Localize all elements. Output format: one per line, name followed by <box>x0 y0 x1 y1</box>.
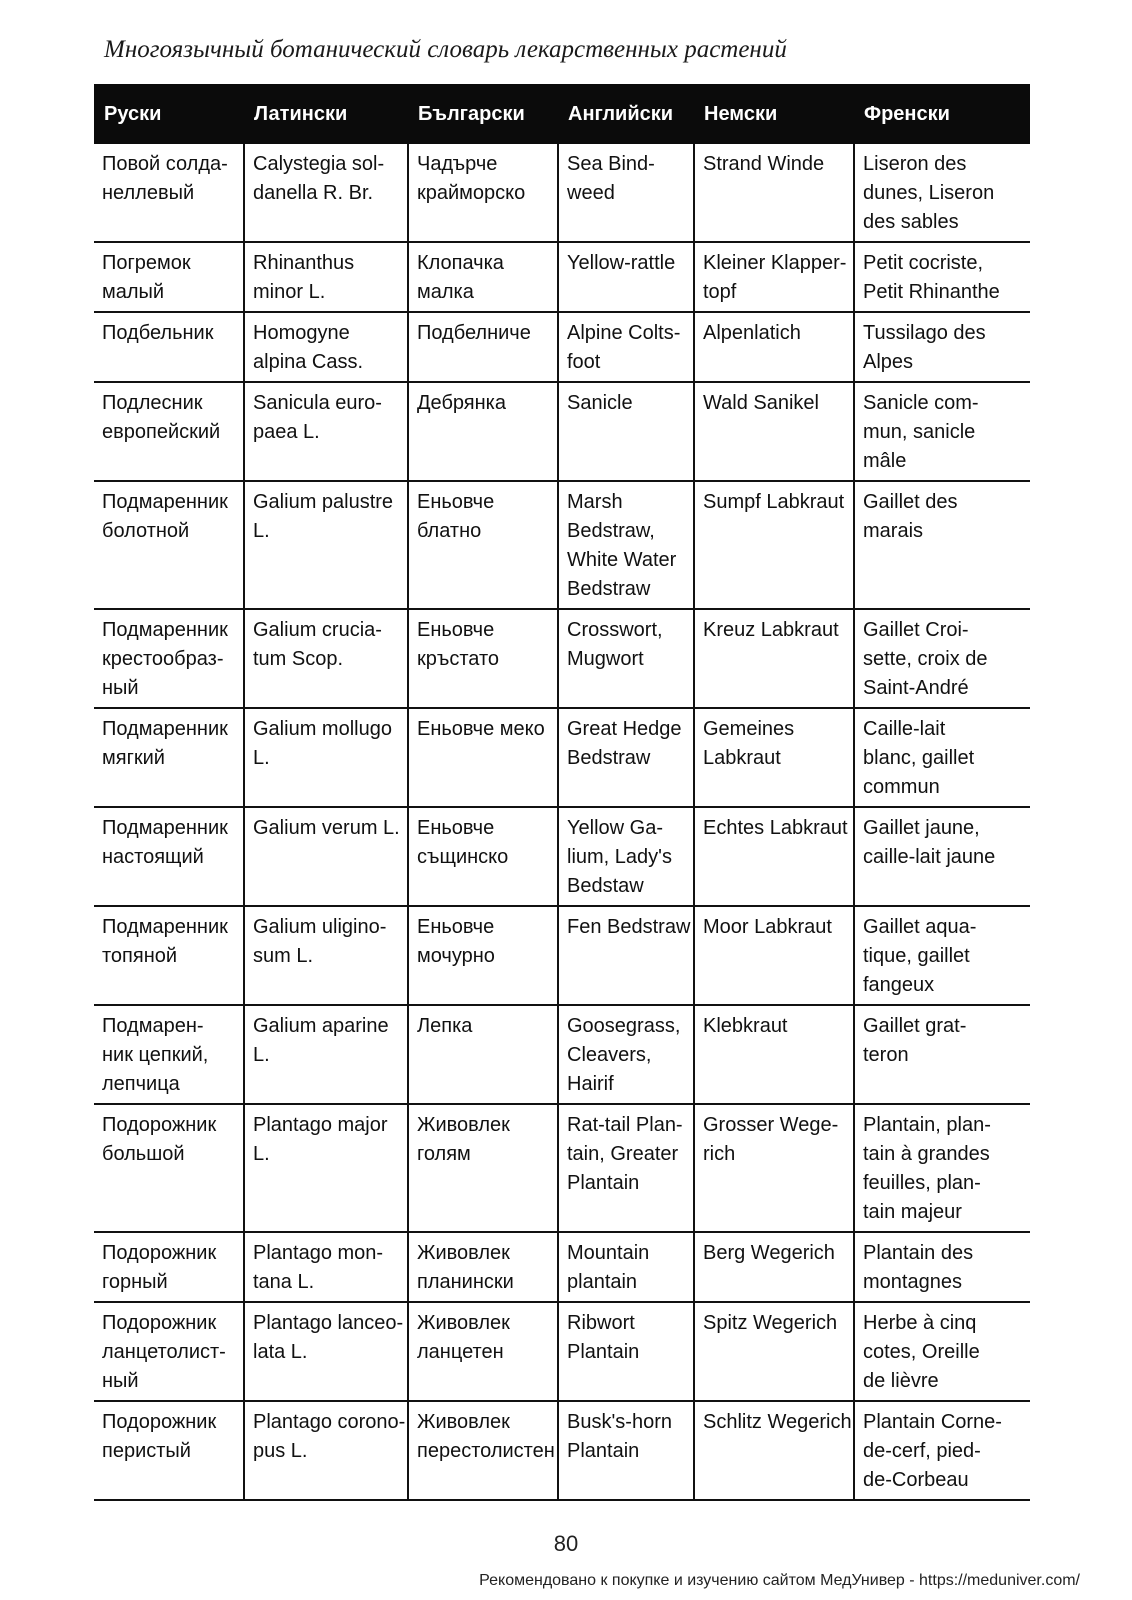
cell-russian: Подмаренник настоящий <box>94 807 244 906</box>
cell-german: Klebkraut <box>694 1005 854 1104</box>
cell-english: Yellow Ga- lium, Lady's Bedstaw <box>558 807 694 906</box>
cell-german: Sumpf Labkraut <box>694 481 854 609</box>
column-header-french: Френски <box>854 84 1030 144</box>
cell-french: Caille-lait blanc, gaillet commun <box>854 708 1030 807</box>
cell-russian: Подорожник большой <box>94 1104 244 1232</box>
table-body <box>94 144 1030 1500</box>
cell-french: Gaillet jaune, caille-lait jaune <box>854 807 1030 906</box>
cell-english: Fen Bedstraw <box>558 906 694 1005</box>
cell-latin: Sanicula euro- paea L. <box>244 382 408 481</box>
table-row <box>94 609 1030 708</box>
cell-english: Sanicle <box>558 382 694 481</box>
table-row <box>94 906 1030 1005</box>
cell-latin: Galium palustre L. <box>244 481 408 609</box>
cell-russian: Подлесник европейский <box>94 382 244 481</box>
column-header-english: Английски <box>558 84 694 144</box>
cell-german: Moor Labkraut <box>694 906 854 1005</box>
cell-bulgarian: Живовлек ланцетен <box>408 1302 558 1401</box>
cell-german: Alpenlatich <box>694 312 854 382</box>
cell-french: Sanicle com- mun, sanicle mâle <box>854 382 1030 481</box>
cell-russian: Подмаренник топяной <box>94 906 244 1005</box>
cell-latin: Homogyne alpina Cass. <box>244 312 408 382</box>
cell-bulgarian: Живовлек перестолистен <box>408 1401 558 1500</box>
cell-latin: Rhinanthus minor L. <box>244 242 408 312</box>
cell-bulgarian: Клопачка малка <box>408 242 558 312</box>
cell-german: Kleiner Klapper- topf <box>694 242 854 312</box>
cell-english: Yellow-rattle <box>558 242 694 312</box>
cell-russian: Подорожник ланцетолист- ный <box>94 1302 244 1401</box>
column-header-bulgarian: Български <box>408 84 558 144</box>
column-header-russian: Руски <box>94 84 244 144</box>
cell-french: Gaillet aqua- tique, gaillet fangeux <box>854 906 1030 1005</box>
cell-french: Plantain Corne- de-cerf, pied- de-Corbeau <box>854 1401 1030 1500</box>
cell-bulgarian: Еньовче мочурно <box>408 906 558 1005</box>
column-header-latin: Латински <box>244 84 408 144</box>
cell-latin: Plantago corono- pus L. <box>244 1401 408 1500</box>
cell-german: Berg Wegerich <box>694 1232 854 1302</box>
cell-russian: Подорожник горный <box>94 1232 244 1302</box>
cell-latin: Calystegia sol- danella R. Br. <box>244 144 408 242</box>
cell-german: Kreuz Labkraut <box>694 609 854 708</box>
page-number: 80 <box>553 1531 579 1556</box>
cell-french: Tussilago des Alpes <box>854 312 1030 382</box>
table-row <box>94 807 1030 906</box>
cell-bulgarian: Лепка <box>408 1005 558 1104</box>
cell-french: Plantain, plan- tain à grandes feuilles, plan- tain majeur <box>854 1104 1030 1232</box>
cell-bulgarian: Еньовче блатно <box>408 481 558 609</box>
table-row <box>94 481 1030 609</box>
table-row <box>94 312 1030 382</box>
cell-german: Grosser Wege- rich <box>694 1104 854 1232</box>
cell-bulgarian: Чадърче крайморско <box>408 144 558 242</box>
cell-german: Gemeines Labkraut <box>694 708 854 807</box>
cell-russian: Подбельник <box>94 312 244 382</box>
cell-russian: Подмаренник крестообраз- ный <box>94 609 244 708</box>
table-header-row <box>94 84 1030 144</box>
cell-english: Alpine Colts- foot <box>558 312 694 382</box>
cell-french: Liseron des dunes, Liseron des sables <box>854 144 1030 242</box>
cell-bulgarian: Дебрянка <box>408 382 558 481</box>
cell-german: Schlitz Wegerich <box>694 1401 854 1500</box>
cell-english: Great Hedge Bedstraw <box>558 708 694 807</box>
cell-latin: Plantago mon- tana L. <box>244 1232 408 1302</box>
cell-french: Gaillet des marais <box>854 481 1030 609</box>
cell-bulgarian: Живовлек голям <box>408 1104 558 1232</box>
cell-french: Gaillet Croi- sette, croix de Saint-André <box>854 609 1030 708</box>
cell-english: Busk's-horn Plantain <box>558 1401 694 1500</box>
cell-german: Strand Winde <box>694 144 854 242</box>
table-row <box>94 144 1030 242</box>
book-title: Многоязычный ботанический словарь лекарственных растений <box>104 36 787 63</box>
cell-russian: Подмарен- ник цепкий, лепчица <box>94 1005 244 1104</box>
cell-latin: Galium crucia- tum Scop. <box>244 609 408 708</box>
table-row <box>94 1005 1030 1104</box>
cell-latin: Plantago major L. <box>244 1104 408 1232</box>
cell-bulgarian: Еньовче същинско <box>408 807 558 906</box>
cell-german: Spitz Wegerich <box>694 1302 854 1401</box>
cell-russian: Погремок малый <box>94 242 244 312</box>
table-row <box>94 242 1030 312</box>
cell-latin: Galium mollugo L. <box>244 708 408 807</box>
table-row <box>94 1302 1030 1401</box>
table-row <box>94 382 1030 481</box>
cell-english: Mountain plantain <box>558 1232 694 1302</box>
cell-french: Herbe à cinq cotes, Oreille de lièvre <box>854 1302 1030 1401</box>
column-header-german: Немски <box>694 84 854 144</box>
cell-english: Ribwort Plantain <box>558 1302 694 1401</box>
cell-english: Sea Bind- weed <box>558 144 694 242</box>
table-row <box>94 1232 1030 1302</box>
table-row <box>94 708 1030 807</box>
cell-french: Petit cocriste, Petit Rhinanthe <box>854 242 1030 312</box>
cell-latin: Galium verum L. <box>244 807 408 906</box>
plant-dictionary-table <box>94 84 1030 1501</box>
cell-bulgarian: Подбелниче <box>408 312 558 382</box>
cell-english: Marsh Bedstraw, White Water Bedstraw <box>558 481 694 609</box>
cell-russian: Подорожник перистый <box>94 1401 244 1500</box>
cell-german: Echtes Labkraut <box>694 807 854 906</box>
table-row <box>94 1401 1030 1500</box>
cell-russian: Подмаренник болотной <box>94 481 244 609</box>
cell-english: Rat-tail Plan- tain, Greater Plantain <box>558 1104 694 1232</box>
cell-bulgarian: Еньовче меко <box>408 708 558 807</box>
cell-latin: Plantago lanceo- lata L. <box>244 1302 408 1401</box>
cell-english: Crosswort, Mugwort <box>558 609 694 708</box>
table-row <box>94 1104 1030 1232</box>
cell-russian: Подмаренник мягкий <box>94 708 244 807</box>
cell-bulgarian: Живовлек планински <box>408 1232 558 1302</box>
cell-english: Goosegrass, Cleavers, Hairif <box>558 1005 694 1104</box>
cell-french: Gaillet grat- teron <box>854 1005 1030 1104</box>
footer-note: Рекомендовано к покупке и изучению сайтом МедУнивер - https://meduniver.com/ <box>479 1572 1080 1589</box>
cell-russian: Повой солда- неллевый <box>94 144 244 242</box>
cell-bulgarian: Еньовче кръстато <box>408 609 558 708</box>
cell-latin: Galium uligino- sum L. <box>244 906 408 1005</box>
cell-latin: Galium aparine L. <box>244 1005 408 1104</box>
cell-german: Wald Sanikel <box>694 382 854 481</box>
cell-french: Plantain des montagnes <box>854 1232 1030 1302</box>
